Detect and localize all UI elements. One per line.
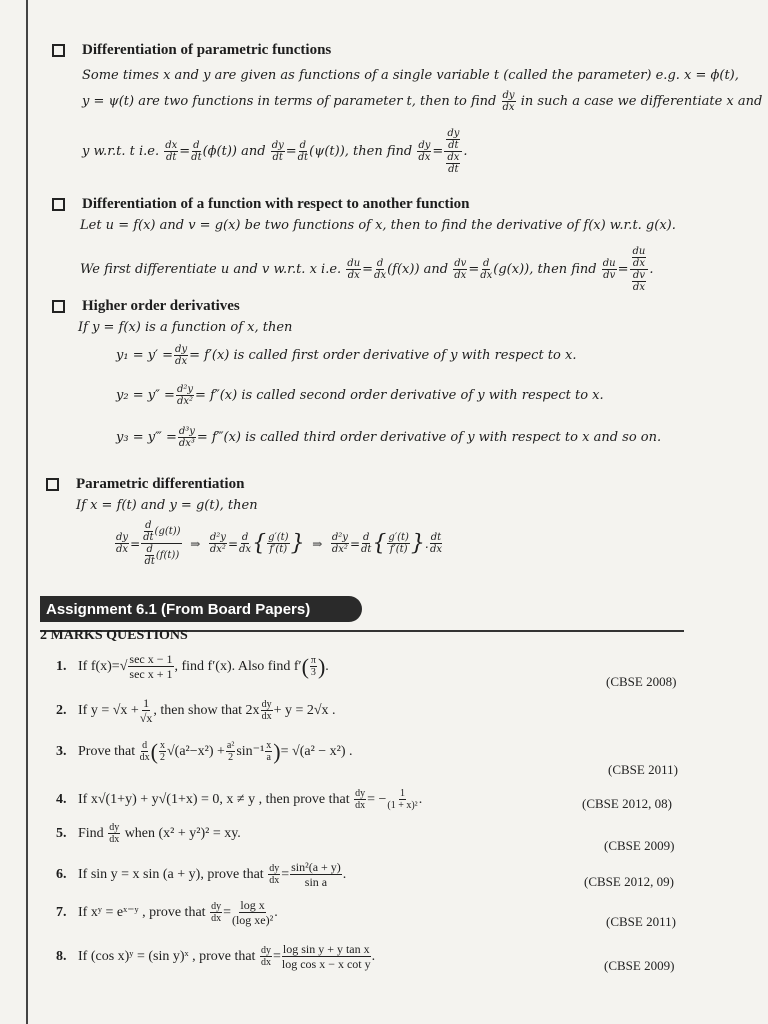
checkbox-bullet-icon [52,198,65,211]
section-text: If y = f(x) is a function of x, then [78,320,293,335]
question-source: (CBSE 2009) [604,958,675,973]
derivative-row-2: y₂ = y″ = $\frac{\text{d²y}}{\text{dx²}}$ = f″(x) is called second order derivative of y with respect to x. [116,384,604,407]
section-formula: y w.r.t. t i.e. dx dt = d dt (ϕ(t)) and dy dt = d dt (ψ(t)), then find dy dx = $\frac{dy}{dt}$ $\frac{dx}{dt}$ . [82,128,468,175]
checkbox-bullet-icon [52,44,65,57]
question-source: (CBSE 2011) [608,762,678,777]
question-7: 7. If xʸ = eˣ⁻ʸ , prove that $\frac{dy}{dx}$ = $\frac{\text{log x}}{\text{(log xe)²}}$ . [56,898,278,927]
checkbox-bullet-icon [52,300,65,313]
section-formula: We first differentiate u and v w.r.t. x i.e. du dx = d dx (f(x)) and dv dx = d dx (g(x)), then find du dv = $\frac{du}{dx}$ $\frac{dv}{dx}$ . [80,246,654,293]
question-source: (CBSE 2009) [604,838,675,853]
derivative-row-3: y₃ = y‴ = $\frac{\text{d³y}}{\text{dx³}}$ = f‴(x) is called third order derivative of y with respect to x and so on. [116,426,662,449]
question-8: 8. If (cos x)ʸ = (sin y)ˣ , prove that $\frac{dy}{dx}$ = $\frac{\text{log sin y + y tan x}}{\text{log cos x − x cot y}}$ . [56,942,376,971]
question-source: (CBSE 2011) [606,914,676,929]
section-text: Some times x and y are given as functions of a single variable t (called the parameter) e.g. x = ϕ(t), [82,68,739,83]
question-6: 6. If sin y = x sin (a + y), prove that $\frac{dy}{dx}$ = $\frac{\text{sin²(a + y)}}{\text{sin a}}$ . [56,860,347,889]
margin-line [26,0,28,1024]
question-3: 3. Prove that d dx ( x 2 √(a²−x²) + a² 2 sin⁻¹ x a ) = √(a² − x²) . [56,738,353,764]
marks-heading: 2 MARKS QUESTIONS [40,628,188,643]
question-5: 5. Find dy dx when (x² + y²)² = xy. [56,822,241,845]
parametric-formula: dy dx = $\frac{d}{dt}$ (g(t)) $\frac{d}{dt}$ (f(t)) ⇒ d²y dx² = d dx { g′(t) f′(t) } ⇒ d²y dx² = d dt { g′(t) f′(t) } . dt dx [116,520,442,567]
question-source: (CBSE 2008) [606,674,677,689]
question-2: 2. If y = √x + $\frac{1}{√x}$ , then show that 2x dy dx + y = 2√x . [56,696,336,725]
section-heading-higher-order: Higher order derivatives [52,298,240,315]
derivative-row-1: y₁ = y′ = $\frac{dy}{dx}$ = f′(x) is called first order derivative of y with respect to x. [116,344,577,367]
question-4: 4. If x√(1+y) + y√(1+x) = 0, x ≠ y , then prove that $\frac{dy}{dx}$ = − $\frac{1}{\text{(1 + x)²}}$ . [56,788,423,811]
question-source: (CBSE 2012, 08) [582,796,672,811]
section-text: If x = f(t) and y = g(t), then [76,498,258,513]
section-heading-parametric: Differentiation of parametric functions [52,42,331,59]
question-1: 1. If f(x)= √ sec x − 1 sec x + 1 , find f′(x). Also find f′ ( π 3 ) . [56,652,329,681]
section-heading-parametric-diff: Parametric differentiation [46,476,244,493]
assignment-banner: Assignment 6.1 (From Board Papers) [40,596,362,622]
checkbox-bullet-icon [46,478,59,491]
question-source: (CBSE 2012, 09) [584,874,674,889]
section-text: y = ψ(t) are two functions in terms of parameter t, then to find $\frac{dy}{dx}$ in such a case we differentiate x and [82,90,763,113]
section-heading-wrt-function: Differentiation of a function with respect to another function [52,196,469,213]
section-text: Let u = f(x) and v = g(x) be two functions of x, then to find the derivative of f(x) w.r.t. g(x). [80,218,676,233]
